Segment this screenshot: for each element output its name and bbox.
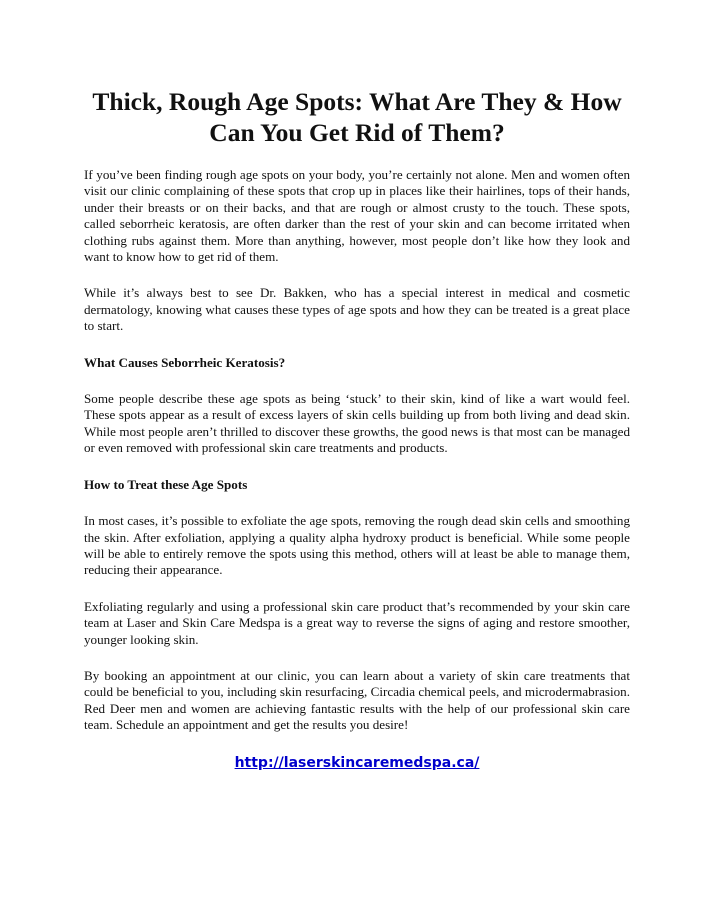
article-body: [84, 86, 630, 772]
page-title: Thick, Rough Age Spots: What Are They & How Can You Get Rid of Them?: [92, 87, 622, 147]
treatment-paragraph-2: Exfoliating regularly and using a professional skin care product that’s recommended by your skin care team at Laser and Skin Care Medspa is a great way to reverse the signs of aging and restore smoother, younger looking skin.: [84, 598, 630, 647]
treatment-paragraph-3: By booking an appointment at our clinic, you can learn about a variety of skin care treatments that could be beneficial to you, including skin resurfacing, Circadia chemical peels, and microdermabrasion. Red Deer men and women are achieving fantastic results with the help of our professional skin care team. Schedule an appointment and get the results you desire!: [84, 667, 630, 733]
doctor-paragraph: While it’s always best to see Dr. Bakken, who has a special interest in medical and cosmetic dermatology, knowing what causes these types of age spots and how they can be treated is a great place to start.: [84, 285, 630, 334]
website-link-container: [84, 754, 630, 772]
section-heading-treatment: How to Treat these Age Spots: [84, 476, 248, 492]
treatment-paragraph-1: In most cases, it’s possible to exfoliate the age spots, removing the rough dead skin cells and smoothing the skin. After exfoliation, applying a quality alpha hydroxy product is beneficial. While some people will be able to entirely remove the spots using this method, others will at least be able to manage them, reducing their appearance.: [84, 513, 630, 578]
section-heading-causes: What Causes Seborrheic Keratosis?: [84, 354, 286, 370]
causes-paragraph: Some people describe these age spots as being ‘stuck’ to their skin, kind of like a wart would feel. These spots appear as a result of excess layers of skin cells building up from both living and dead skin. While most people aren’t thrilled to discover these growths, the good news is that most can be managed or even removed with professional skin care treatments and products.: [84, 391, 630, 456]
website-link[interactable]: http://laserskincaremedspa.ca/: [234, 754, 480, 771]
intro-paragraph: If you’ve been finding rough age spots on your body, you’re certainly not alone. Men and women often visit our clinic complaining of these spots that crop up in places like their hairlines, tops of their hands, under their breasts or on their backs, and that are rough or almost crusty to the touch. These spots, called seborrheic keratosis, are often darker than the rest of your skin and can become irritated when clothing rubs against them. More than anything, however, most people don’t like how they look and want to know how to get rid of them.: [84, 167, 630, 265]
